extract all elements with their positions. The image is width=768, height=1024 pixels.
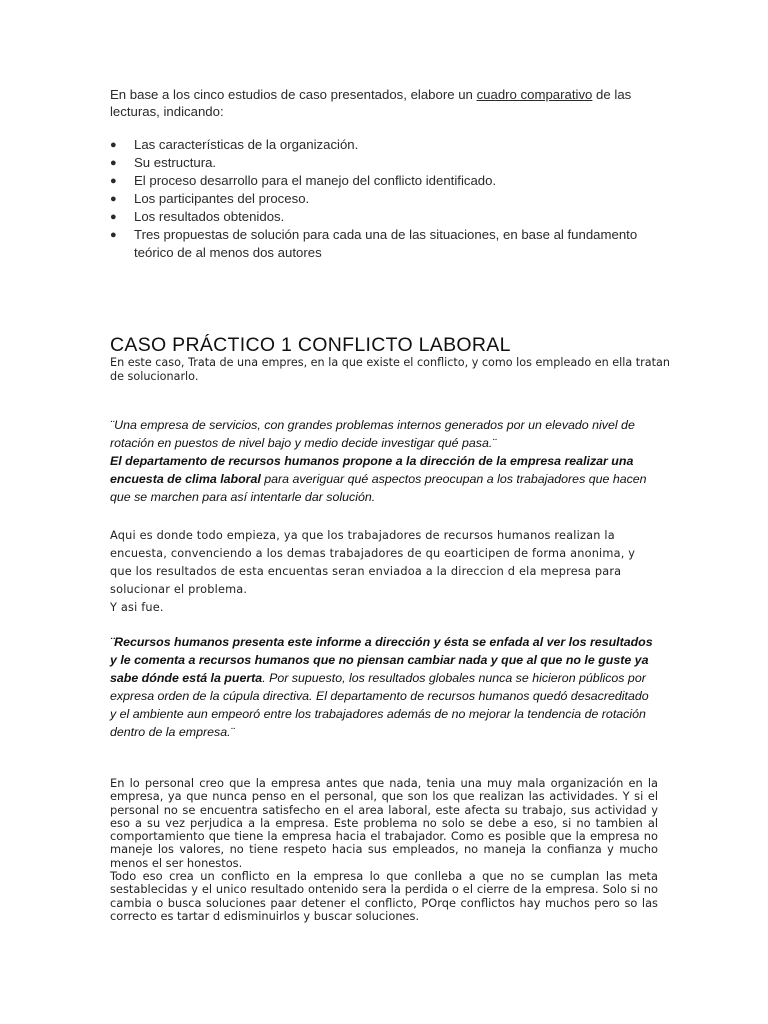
quote2-tail-text: . Por supuesto, los resultados globales nunca se hicieron públicos por expresa orden de la cúpula directiva. El departamento de recursos humanos quedó desacreditado y el ambiente aun empeoró entre los trabajadores además de no mejorar la tendencia de rotación dentro de la empresa.¨ <box>110 671 649 739</box>
personal-opinion <box>110 777 658 923</box>
opinion-paragraph-1: En lo personal creo que la empresa antes que nada, tenia una muy mala organización en la empresa, ya que nunca penso en el personal, que son los que realizan las actividades. Y si el personal no se encuentra satisfecho en el area laboral, este afecta su trabajo, sus actividad y eso a su vez perjudica a la empresa. Este problema no solo se debe a eso, si no tambien al comportamiento que tiene la empresa hacia el trabajador. Como es posible que la empresa no maneje los valores, no tiene respeto hacia sus empleados, no maneja la confianza y mucho menos el ser honestos. <box>110 776 658 870</box>
quote-block-1 <box>110 416 670 506</box>
list-item-text: El proceso desarrollo para el manejo del conflicto identificado. <box>134 173 497 188</box>
paragraph-survey-closing: Y asi fue. <box>110 601 164 614</box>
case-title: CASO PRÁCTICO 1 CONFLICTO LABORAL <box>110 334 511 356</box>
quote1-bold-text: El departamento de recursos humanos propone a la dirección de la empresa realizar una encuesta de clima laboral <box>110 454 634 486</box>
opinion-paragraph-2: Todo eso crea un conflicto en la empresa lo que conlleba a que no se cumplan las meta sestablecidas y el unico resultado ontenido sera la perdida o el cierre de la empresa. Solo si no cambia o busca soluciones paar detener el conflicto, POrqe conflictos hay muchos pero so las correcto es tartar d edisminuirlos y buscar soluciones. <box>110 869 658 923</box>
paragraph-survey-text: Aqui es donde todo empieza, ya que los trabajadores de recursos humanos realizan la encuesta, convenciendo a los demas trabajadores de qu eoarticipen de forma anonima, y que los resultados de esta encuentas seran enviadoa a la direccion d ela mepresa para solucionar el problema. <box>110 529 636 596</box>
list-item-text: Los participantes del proceso. <box>134 191 310 206</box>
bullet-icon: ● <box>110 175 117 187</box>
list-item <box>110 172 650 190</box>
bullet-icon: ● <box>110 193 117 205</box>
bullet-icon: ● <box>110 211 117 223</box>
bullet-icon: ● <box>110 229 117 241</box>
list-item <box>110 154 650 172</box>
list-item <box>110 136 650 154</box>
list-item-text: Las características de la organización. <box>134 137 359 152</box>
list-item <box>110 226 650 262</box>
quote2-bold-text: ¨Recursos humanos presenta este informe a dirección y ésta se enfada al ver los resultados y le comenta a recursos humanos que no piensan cambiar nada y que al que no le guste ya sabe dónde está la puerta <box>110 635 653 685</box>
paragraph-survey <box>110 527 650 617</box>
quote1-italic-text: ¨Una empresa de servicios, con grandes problemas internos generados por un elevado nivel de rotación en puestos de nivel bajo y medio decide investigar qué pasa.¨ <box>110 418 635 450</box>
list-item-text: Tres propuestas de solución para cada una de las situaciones, en base al fundamento teórico de al menos dos autores <box>134 227 638 260</box>
list-item-text: Su estructura. <box>134 155 217 170</box>
intro-paragraph <box>110 86 640 120</box>
case-subtitle: En este caso, Trata de una empres, en la que existe el conflicto, y como los empleado en ella tratan de solucionarlo. <box>110 356 670 383</box>
requirements-list <box>110 136 650 262</box>
list-item <box>110 208 650 226</box>
quote1-tail-text: para averiguar qué aspectos preocupan a los trabajadores que hacen que se marchen para así intentarle dar solución. <box>110 472 647 504</box>
cuadro-comparativo-link[interactable]: cuadro comparativo <box>476 87 593 102</box>
bullet-icon: ● <box>110 139 117 151</box>
intro-text-before: En base a los cinco estudios de caso presentados, elabore un <box>110 87 477 102</box>
bullet-icon: ● <box>110 157 117 169</box>
quote-block-2 <box>110 633 658 741</box>
list-item-text: Los resultados obtenidos. <box>134 209 285 224</box>
intro-text-after: de las lecturas, indicando: <box>110 87 632 119</box>
list-item <box>110 190 650 208</box>
